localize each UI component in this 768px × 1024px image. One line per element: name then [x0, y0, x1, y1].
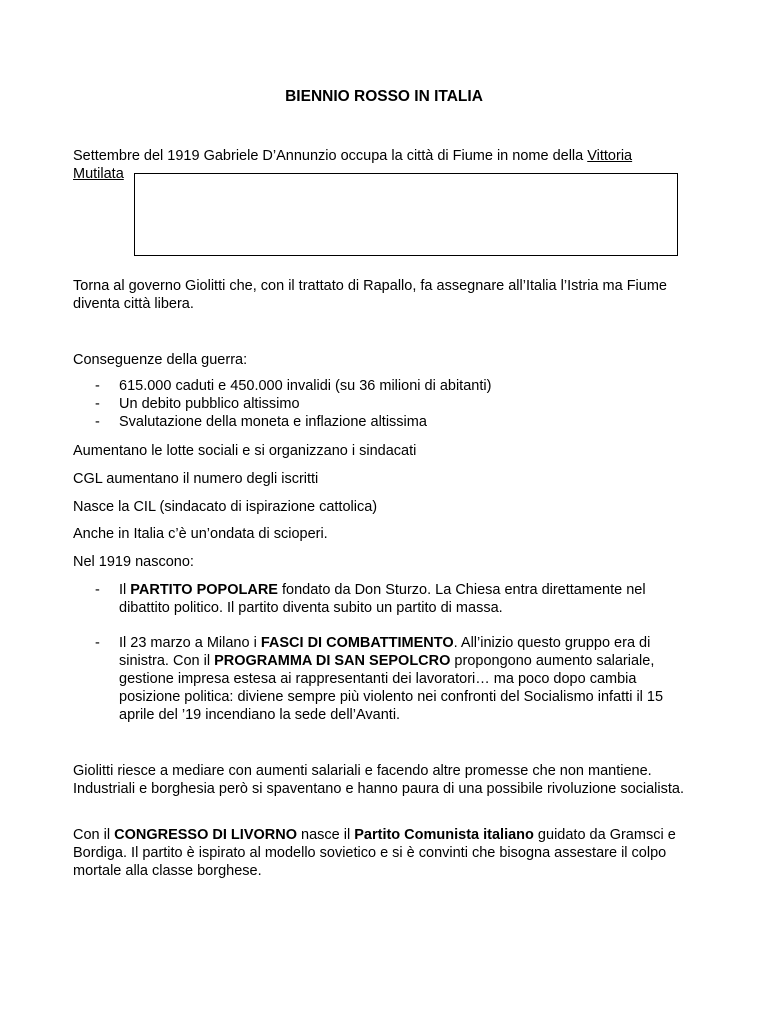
consequences-heading: Conseguenze della guerra: [73, 352, 248, 368]
p10-text-e: guidato da Gramsci e Bordiga. Il partito è ispirato al modello sovietico e si è convinti che bisogna assestare il colpo mortale alla classe borghese. [73, 827, 676, 879]
list-item-fasci [73, 634, 699, 724]
item2-text-c: . All’inizio questo gruppo era di sinistra. Con il [119, 635, 651, 669]
page-title: BIENNIO ROSSO IN ITALIA [285, 88, 483, 105]
p10-text-a: Con il [73, 827, 115, 843]
programma-bold: PROGRAMMA DI SAN SEPOLCRO [214, 653, 451, 669]
list-item: - 615.000 caduti e 450.000 invalidi (su 36 milioni di abitanti) [73, 377, 693, 395]
item1-text-a: Il [119, 582, 131, 598]
list-item-partito-popolare [73, 581, 699, 617]
paragraph-1919: Nel 1919 nascono: [73, 554, 194, 570]
vittoria-link: Vittoria [587, 148, 633, 164]
pci-bold: Partito Comunista italiano [354, 827, 534, 843]
paragraph-lotte: Aumentano le lotte sociali e si organizzano i sindacati [73, 443, 417, 459]
list-item: - Svalutazione della moneta e inflazione altissima [73, 413, 693, 431]
partito-popolare-bold: PARTITO POPOLARE [130, 582, 278, 598]
list-1919 [73, 581, 699, 724]
consequences-list [73, 377, 693, 431]
item2-text-e: propongono aumento salariale, gestione impresa estesa ai rappresentanti dei lavoratori… ma poco dopo cambia posizione politica: diviene sempre più violento nei confronti del Socialismo infatti il 15 aprile del ’19 incendiano la sede dell’Avanti. [119, 653, 664, 723]
congresso-bold: CONGRESSO DI LIVORNO [114, 827, 297, 843]
paragraph-giolitti: Giolitti riesce a mediare con aumenti salariali e facendo altre promesse che non mantiene. Industriali e borghesia però si spaventano e hanno paura di una possibile rivoluzione socialista. [73, 763, 684, 797]
list-item: - Un debito pubblico altissimo [73, 395, 693, 413]
fasci-bold: FASCI DI COMBATTIMENTO [260, 635, 454, 651]
item2-text-a: Il 23 marzo a Milano i [119, 635, 261, 651]
paragraph-cgl: CGL aumentano il numero degli iscritti [73, 471, 319, 487]
paragraph-fiume-text: Settembre del 1919 Gabriele D’Annunzio occupa la città di Fiume in nome della [73, 148, 588, 164]
item1-text-c: fondato da Don Sturzo. La Chiesa entra direttamente nel dibattito politico. Il partito diventa subito un partito di massa. [119, 582, 646, 616]
paragraph-scioperi: Anche in Italia c’è un’ondata di scioperi. [73, 526, 328, 542]
p10-text-c: nasce il [297, 827, 355, 843]
mutilata-link: Mutilata [73, 166, 124, 182]
paragraph-consequences [73, 351, 693, 431]
paragraph-livorno [73, 826, 693, 880]
paragraph-rapallo: Torna al governo Giolitti che, con il trattato di Rapallo, fa assegnare all’Italia l’Istria ma Fiume diventa città libera. [73, 278, 667, 312]
paragraph-cil: Nasce la CIL (sindacato di ispirazione cattolica) [73, 499, 378, 515]
parties-list [73, 581, 699, 724]
empty-answer-box [134, 173, 678, 256]
